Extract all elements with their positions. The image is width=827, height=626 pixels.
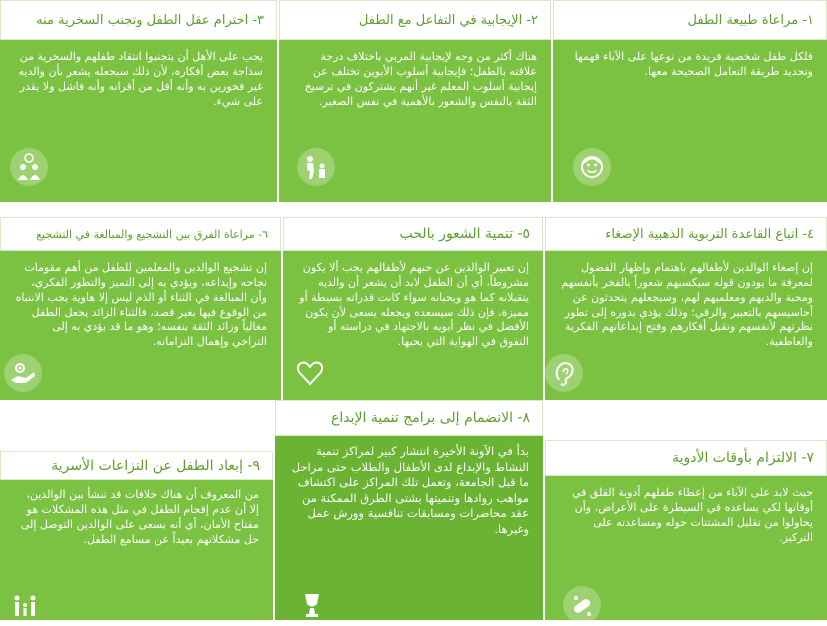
card-body [0,251,281,400]
card-text: بدأ في الآونة الأخيرة انتشار كبير لمراكز تنمية النشاط والإبداع لدى الأطفال والطلاب حتى مراحل ما قبل الجامعة، وتعمل تلك المراكز على اكتشاف مواهب روادها وتنميتها بشتى الطرق الممكنة من عقد محاضرات ومسابقات تنافسية وورش عمل وغيرها. [291,444,529,536]
card-text: حيث لابد على الآباء من إعطاء طفلهم أدوية القلق في أوقاتها لكي يساعده في السيطرة على الأعراض، وأن يحاولوا من تقليل المشتتات حوله ومساعدته على التركيز. [571,486,813,544]
card-1 [553,0,827,202]
card-title: ٨- الانضمام إلى برامج تنمية الإبداع [275,400,543,436]
card-7 [545,440,827,620]
thinking-people-icon [10,148,48,186]
pills-icon [563,586,601,624]
card-text: يجب على الأهل أن يتجنبوا انتقاد طفلهم والسخرية من سذاجة بعض أفكاره، لأن ذلك سيجعله يشعر بأن والديه غير فخورين به وأنه أقل من أقرانه وأنه فاشل ولا يقدر على شيء. [18,50,263,108]
card-text: إن تشجيع الوالدين والمعلمين للطفل من أهم مقومات نجاحه وإبداعه، ويؤدي به إلى التميز والتطور الفكري، وأن المبالغة في الثناء أو الذم ليس إلا هاوية يجب الانتباه من الوقوع فيها بغير قصد، فالثناء الزائد يجعل الطفل مغالياً وزائد الثقة بنفسه؛ وهو ما قد يؤدي به إلى التراخي وإهمال التزاماته. [15,261,267,349]
child-face-icon [573,148,611,186]
trophy-icon [293,586,331,624]
card-title: ٧- الالتزام بأوقات الأدوية [545,440,827,476]
card-title: ٦- مراعاة الفرق بين التشجيع والمبالغة في التشجيع [0,217,281,251]
card-text: إن إصغاء الوالدين لأطفالهم باهتمام وإظهار الفضول لمعرفة ما يودون قوله سيكسبهم شعوراً بالفخر بأنفسهم ومحبة والديهم ومعلميهم لهم، وسيجعلهم يتحدثون عن أحاسيسهم بالتعبير والرقي؛ وذلك يؤدي بدوره إلى تطور نظرتهم لأنفسهم وتقبل أفكارهم وفتح إبداعاتهم الفكرية والعاطفية. [561,261,813,349]
family-icon [6,588,44,626]
hand-gear-icon [4,354,42,392]
card-text: هناك أكثر من وجه لإيجابية المربي باختلاف درجة علاقته بالطفل؛ فإيجابية أسلوب الأبوين تختلف عن إيجابية أسلوب المعلم غير أنهم يشتركون في ترسيخ الثقة بالنفس والشعور بالأهمية في نفس الصغير. [304,50,537,108]
card-title: ٩- إبعاد الطفل عن النزاعات الأسرية [0,451,273,480]
heart-icon [291,354,329,392]
card-text: فلكل طفل شخصية فريدة من نوعها على الآباء فهمها وتحديد طريقة التعامل الصحيحة معها. [574,50,813,78]
card-3 [0,0,277,202]
card-title: ١- مراعاة طبيعة الطفل [553,0,827,40]
card-5 [283,217,543,400]
card-4 [545,217,827,400]
card-title: ٥- تنمية الشعور بالحب [283,217,543,251]
card-2 [279,0,551,202]
card-6 [0,217,281,400]
parent-child-icon [297,148,335,186]
card-text: من المعروف أن هناك خلافات قد تنشأ بين الوالدين، إلا أن عدم إقحام الطفل في مثل هذه المشكلات هو مفتاح الأمان، أي أنه يسعى على الوالدين التوصل إلى حل مشكلاتهم بعيداً عن مسامع الطفل. [20,488,259,546]
card-title: ٤- اتباع القاعدة التربوية الذهبية الإصغاء [545,217,827,251]
card-text: إن تعبير الوالدين عن حبهم لأطفالهم يجب ألا يكون مشروطاً، أي أن الطفل لابد أن يشعر أن والديه يتقبلانه كما هو ويحبانه سواء كانت قدراته بسيطة أو مميزة، فإن ذلك سيسعده ويجعله يسعى لأن يكون الأفضل في نظر أبويه بالاجتهاد في دراسته أو التفوق في الهواية التي يحبها. [299,261,529,349]
card-body [545,251,827,400]
card-8 [275,400,543,620]
card-title: ٣- احترام عقل الطفل وتجنب السخرية منه [0,0,277,40]
card-title: ٢- الإيجابية في التفاعل مع الطفل [279,0,551,40]
card-9 [0,451,273,620]
ear-icon [545,354,583,392]
